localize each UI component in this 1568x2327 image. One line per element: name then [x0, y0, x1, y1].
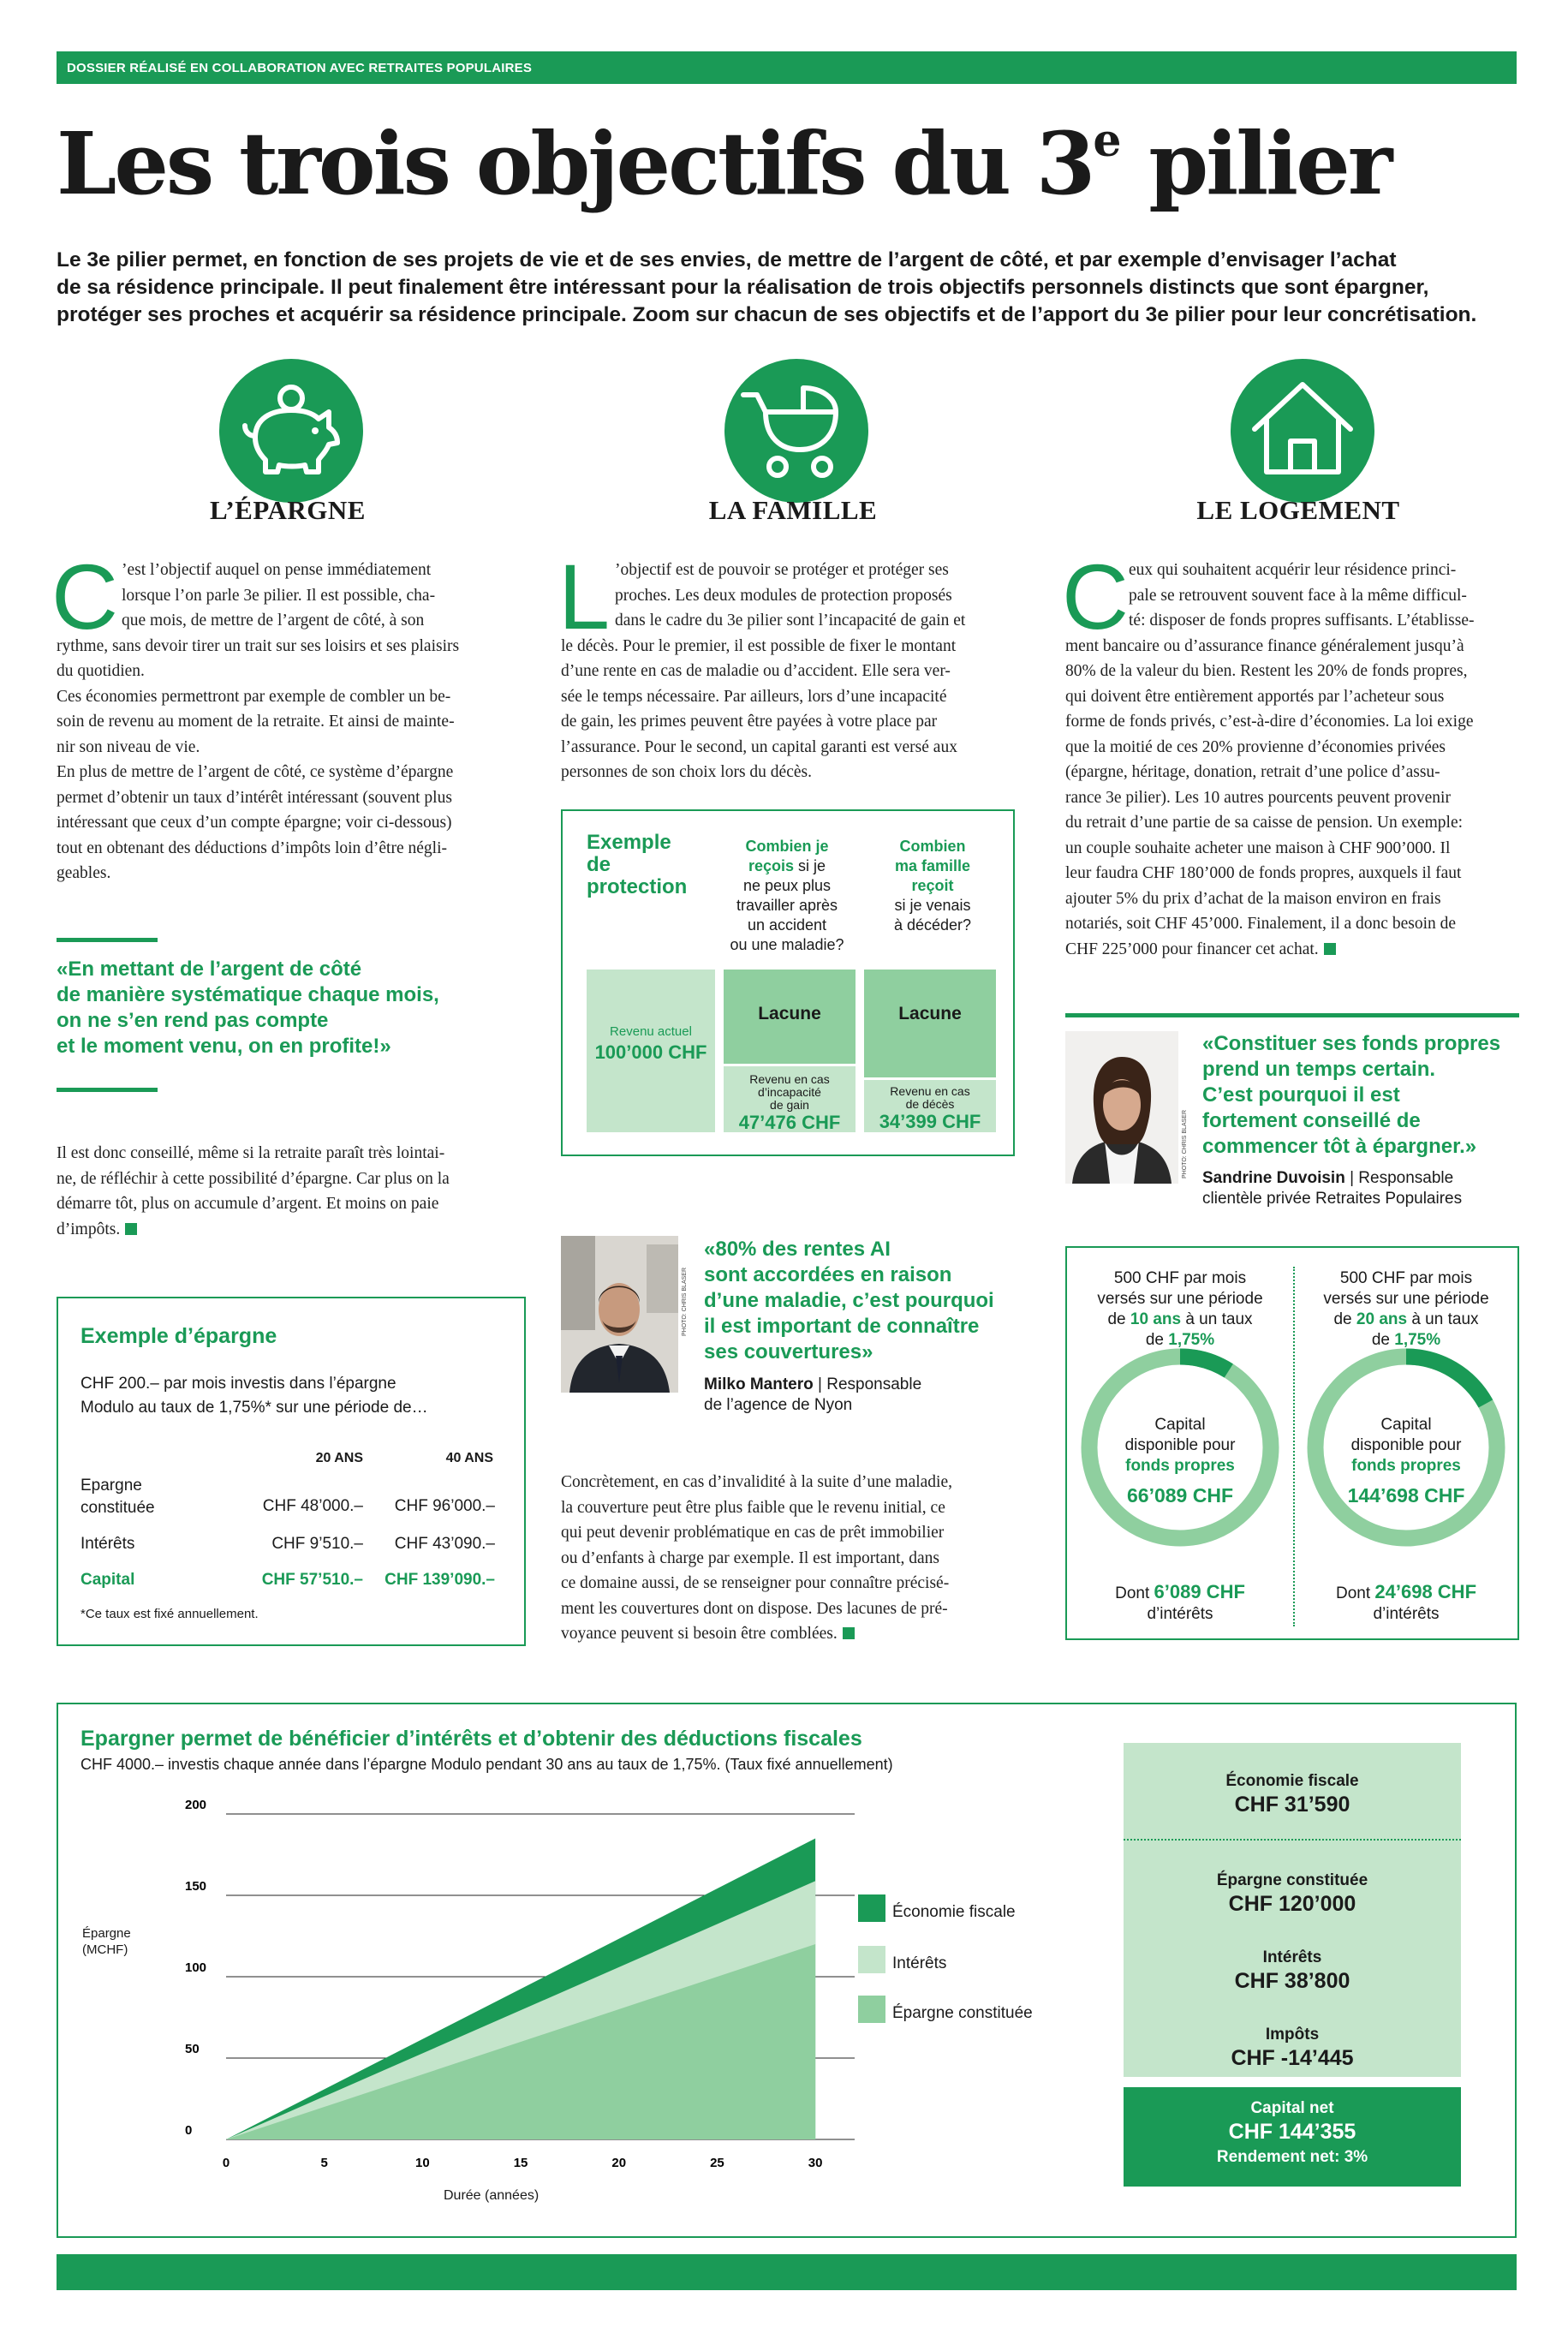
y-tick-100: 100 — [185, 1960, 207, 1975]
legend-swatch-economie — [858, 1894, 885, 1922]
chart-title: Epargner permet de bénéficier d’intérêts et d’obtenir des déductions fiscales — [80, 1727, 862, 1751]
page-title: Les trois objectifs du 3e pilier — [57, 113, 1391, 214]
x-tick-0: 0 — [222, 2156, 230, 2170]
epargne-intro-text: ’est l’objectif auquel on pense immédiatement lorsque l’on parle 3e pilier. Il est possible, cha- que mois, de mettre de l’argent de côté, à son — [122, 561, 436, 629]
gap-block-death: Lacune — [864, 970, 996, 1077]
summary-economie: Économie fiscale CHF 31’590 — [1225, 1772, 1359, 1817]
income-block-incapacity: Revenu en cas d’incapacité de gain 47’476 CHF — [724, 1066, 856, 1132]
epargne-quote: «En mettant de l’argent de côté de manière systématique chaque mois, on ne s’en rend pas compte et le moment venu, on en profite!» — [57, 958, 439, 1058]
mantero-quote: «80% des rentes AI sont accordées en raison d’une maladie, c’est pourquoi il est important de connaître ses couvertures» — [704, 1238, 994, 1363]
mantero-name: Milko Mantero | Responsable de l’agence de Nyon — [704, 1375, 922, 1414]
dropcap-famille: L — [558, 545, 611, 648]
photo-credit-1: PHOTO: CHRIS BLASER — [682, 1267, 688, 1336]
y-tick-200: 200 — [185, 1798, 207, 1812]
retirement-capital-box — [1065, 1246, 1519, 1640]
intro-text: Le 3e pilier permet, en fonction de ses projets de vie et de ses envies, de mettre de l’argent de côté, et par exemple d’envisager l’achat de sa résidence principale. Il peut finalement être intéressant pour la réalisation de trois objectifs personnels distincts que sont épargner, protéger ses proches et acquérir sa résidence principale. Zoom sur chacun de ses objectifs et de l’apport du 3e pilier pour leur concrétisation. — [57, 248, 1477, 326]
baby-carriage-icon — [724, 359, 868, 503]
x-tick-20: 20 — [611, 2156, 627, 2170]
legend-swatch-epargne — [858, 1996, 885, 2023]
epargne-body-text: rythme, sans devoir tirer un trait sur ses loisirs et ses plaisirs du quotidien. Ces économies permettront par exemple de combler un be- soin de revenu au moment de la retraite. Et ainsi de mainte- nir son niveau de vie. En plus de mettre de l’argent de côté, ce système d’épargne permet d’obtenir un taux d’intérêt intéressant (souvent plus intéressant que ceux d’un compte épargne; voir ci-dessous) tout en obtenant des déductions d’impôts loin d’être négli- geables. — [57, 636, 460, 882]
logement-intro-text: eux qui souhaitent acquérir leur résidence princi- pale se retrouvent souvent face à la même difficul- té: disposer de fonds propres suffisants. L’établisse- — [1129, 561, 1475, 629]
row-label-epargne: Epargne constituée — [80, 1477, 155, 1517]
summary-divider — [1124, 1839, 1461, 1841]
summary-impots: Impôts CHF -14’445 — [1231, 2026, 1354, 2070]
row-interets-20: CHF 9’510.– — [271, 1535, 363, 1553]
x-tick-15: 15 — [513, 2156, 528, 2170]
row-epargne-20: CHF 48’000.– — [262, 1497, 363, 1515]
famille-body-text: le décès. Pour le premier, il est possible de fixer le montant d’une rente en cas de maladie ou d’accident. Elle sera ver- sée le temps nécessaire. Par ailleurs, lors d’une incapacité de gain, les primes peuvent être payées à votre place par l’assurance. Pour le second, un capital garanti est versé aux personnes de son choix lors du décès. — [561, 636, 957, 781]
chart-box — [57, 1703, 1517, 2238]
photo-credit-2: PHOTO: CHRIS BLASER — [1182, 1109, 1188, 1178]
piggy-bank-icon — [219, 359, 363, 503]
x-tick-10: 10 — [415, 2156, 430, 2170]
logement-body-text: ment bancaire ou d’assurance finance généralement jusqu’à 80% de la valeur du bien. Restent les 20% de fonds propres, qui doivent être entièrement apportés par l’acheteur sous forme de fonds privés, c’est-à-dire d’économies. La loi exige que la moitié de ces 20% provienne d’économies privées (épargne, héritage, donation, retrait d’une police d’assu- rance 3e pilier). Les 10 autres pourcents peuvent provenir du retrait d’une partie de sa caisse de pension. Un exemple: un couple souhaite acheter une maison à CHF 900’000. Il leur faudra CHF 180’000 de fonds propres, auxquels il faut ajouter 5% du prix d’achat de la maison environ en frais notariés, soit CHF 45’000. Finalement, il a donc besoin de CHF 225’000 pour financer cet achat. — [1065, 636, 1474, 958]
chart-ylabel: Épargne (MCHF) — [82, 1926, 131, 1957]
row-epargne-40: CHF 96’000.– — [394, 1497, 495, 1515]
summary-interets: Intérêts CHF 38’800 — [1234, 1948, 1350, 1993]
retirement-right-desc: 500 CHF par mois versés sur une période de 20 ans à un taux de 1,75% — [1323, 1269, 1489, 1349]
duvoisin-name: Sandrine Duvoisin | Responsable clientèle privée Retraites Populaires — [1202, 1169, 1463, 1208]
retirement-left-interest: Dont 6’089 CHF d’intérêts — [1115, 1581, 1245, 1623]
summary-panel — [1124, 1743, 1461, 2077]
person2-bar-top — [1065, 1013, 1519, 1017]
protection-title: Exemple de protection — [587, 831, 688, 898]
legend-swatch-interets — [858, 1946, 885, 1973]
protection-question-2: Combien ma famille reçoit si je venais à décéder? — [893, 838, 972, 934]
ring-right-label: Capital disponible pour fonds propres 144’698 CHF — [1347, 1416, 1465, 1507]
row-interets-40: CHF 43’090.– — [394, 1535, 495, 1553]
heading-famille: LA FAMILLE — [708, 495, 878, 525]
x-tick-25: 25 — [710, 2156, 724, 2170]
x-tick-5: 5 — [320, 2156, 328, 2170]
end-square — [125, 1223, 137, 1235]
retirement-right-interest: Dont 24’698 CHF d’intérêts — [1335, 1581, 1477, 1623]
house-icon — [1231, 359, 1374, 503]
dropcap-logement: C — [1062, 545, 1129, 648]
dropcap-epargne: C — [51, 545, 118, 648]
footer-banner — [57, 2254, 1517, 2290]
income-block-death: Revenu en cas de décès 34’399 CHF — [864, 1080, 996, 1132]
chart-subtitle: CHF 4000.– investis chaque année dans l’épargne Modulo pendant 30 ans au taux de 1,75%. (Taux fixé annuellement) — [80, 1756, 893, 1773]
famille-after-text: Concrètement, en cas d’invalidité à la suite d’une maladie, la couverture peut être plus faible que le revenu initial, ce qui peut devenir problématique en cas de prêt immobilier ou d’enfants à charge par exemple. Il est important, dans ce domaine aussi, de se renseigner pour connaître précisé- ment les couvertures dont on dispose. Des lacunes de pré- voyance peuvent si besoin être comblées. — [561, 1473, 952, 1643]
row-label-capital: Capital — [80, 1571, 135, 1589]
savings-footnote: *Ce taux est fixé annuellement. — [80, 1607, 259, 1621]
savings-example-box — [57, 1297, 526, 1646]
heading-epargne: L’ÉPARGNE — [210, 495, 366, 525]
chart-xlabel: Durée (années) — [444, 2188, 540, 2203]
famille-intro-text: ’objectif est de pouvoir se protéger et protéger ses proches. Les deux modules de protection proposés dans le cadre du 3e pilier sont l’incapacité de gain et — [615, 561, 966, 629]
retirement-left-desc: 500 CHF par mois versés sur une période de 10 ans à un taux de 1,75% — [1097, 1269, 1263, 1349]
photo-sandrine-duvoisin — [1065, 1031, 1178, 1184]
duvoisin-quote: «Constituer ses fonds propres prend un temps certain. C’est pourquoi il est fortement conseillé de commencer tôt à épargner.» — [1202, 1032, 1501, 1158]
protection-question-1: Combien je reçois si je ne peux plus travailler après un accident ou une maladie? — [730, 838, 844, 953]
y-tick-150: 150 — [185, 1879, 207, 1894]
legend-label-interets: Intérêts — [892, 1954, 947, 1972]
end-square — [843, 1627, 855, 1639]
summary-net-capital: Capital net CHF 144’355 Rendement net: 3% — [1124, 2087, 1461, 2187]
x-tick-30: 30 — [808, 2156, 823, 2170]
ring-left-label: Capital disponible pour fonds propres 66’089 CHF — [1124, 1416, 1236, 1507]
quote-bar-top — [57, 938, 158, 942]
row-capital-20: CHF 57’510.– — [261, 1571, 363, 1589]
y-tick-50: 50 — [185, 2042, 200, 2056]
summary-epargne: Épargne constituée CHF 120’000 — [1216, 1871, 1368, 1916]
header-banner: DOSSIER RÉALISÉ EN COLLABORATION AVEC RETRAITES POPULAIRES — [57, 51, 1517, 84]
heading-logement: LE LOGEMENT — [1196, 495, 1400, 525]
y-tick-0: 0 — [185, 2123, 193, 2138]
quote-bar-bottom — [57, 1088, 158, 1092]
end-square — [1324, 943, 1336, 955]
revenue-block: Revenu actuel 100’000 CHF — [587, 970, 715, 1132]
protection-example-box — [561, 809, 1015, 1156]
col-40-ans: 40 ANS — [445, 1451, 493, 1465]
row-label-interets: Intérêts — [80, 1535, 135, 1553]
epargne-after-text: Il est donc conseillé, même si la retraite paraît très lointai- ne, de réfléchir à cette possibilité d’épargne. Car plus on la démarre tôt, plus on accumule d’argent. Et moins on paie d’impôts. — [57, 1144, 450, 1238]
legend-label-economie: Économie fiscale — [892, 1903, 1016, 1921]
legend-label-epargne: Épargne constituée — [892, 2004, 1033, 2022]
photo-milko-mantero — [561, 1236, 678, 1393]
row-capital-40: CHF 139’090.– — [385, 1571, 495, 1589]
gap-block-incapacity: Lacune — [724, 970, 856, 1064]
savings-example-title: Exemple d’épargne — [80, 1324, 277, 1348]
col-20-ans: 20 ANS — [315, 1451, 363, 1465]
savings-example-desc: CHF 200.– par mois investis dans l’épargne Modulo au taux de 1,75%* sur une période de… — [80, 1375, 428, 1417]
